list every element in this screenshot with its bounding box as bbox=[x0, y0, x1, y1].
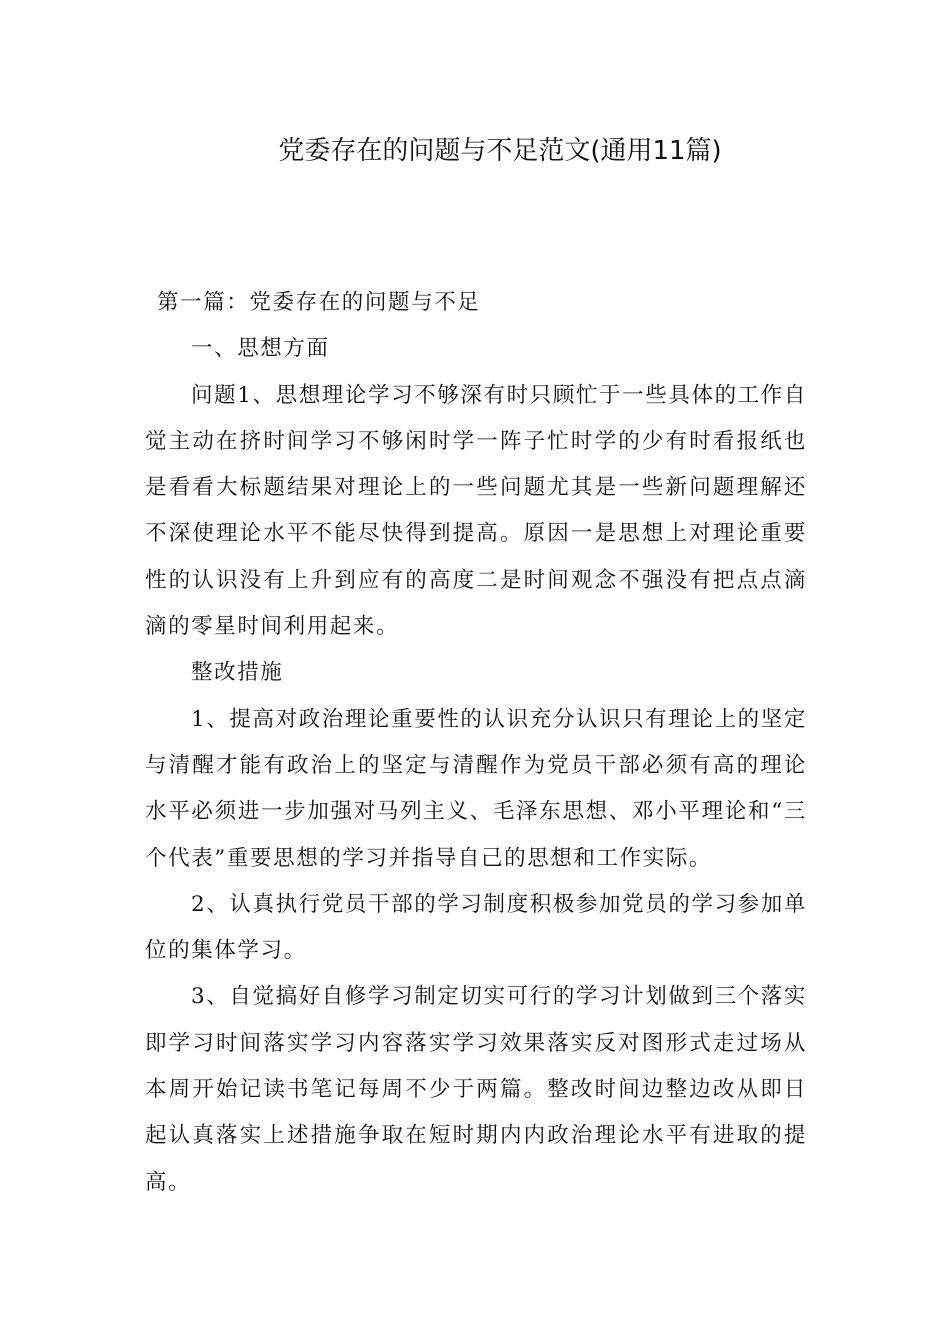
measures-heading: 整改措施 bbox=[191, 660, 284, 686]
chapter-heading: 第一篇：党委存在的问题与不足 bbox=[157, 290, 481, 315]
measure-paragraph-3: 3、自觉搞好自修学习制定切实可行的学习计划做到三个落实即学习时间落实学习内容落实学习效果落实反对图形式走过场从本周开始记读书笔记每周不少于两篇。整改时间边整边改从即日起认真落实上述措施争取在短时期内内政治理论水平有进取的提高。 bbox=[145, 984, 807, 1195]
section-heading: 一、思想方面 bbox=[191, 336, 330, 362]
document-body bbox=[145, 280, 807, 1206]
problem-paragraph: 问题1、思想理论学习不够深有时只顾忙于一些具体的工作自觉主动在挤时间学习不够闲时学一阵子忙时学的少有时看报纸也是看看大标题结果对理论上的一些问题尤其是一些新问题理解还不深使理论水平不能尽快得到提高。原因一是思想上对理论重要性的认识没有上升到应有的高度二是时间观念不强没有把点点滴滴的零星时间利用起来。 bbox=[145, 382, 807, 640]
document-title: 党委存在的问题与不足范文(通用11篇) bbox=[278, 136, 722, 166]
measure-paragraph-1: 1、提高对政治理论重要性的认识充分认识只有理论上的坚定与清醒才能有政治上的坚定与清醒作为党员干部必须有高的理论水平必须进一步加强对马列主义、毛泽东思想、邓小平理论和“三个代表”重要思想的学习并指导自己的思想和工作实际。 bbox=[145, 706, 807, 871]
measure-paragraph-2: 2、认真执行党员干部的学习制度积极参加党员的学习参加单位的集体学习。 bbox=[145, 891, 807, 964]
